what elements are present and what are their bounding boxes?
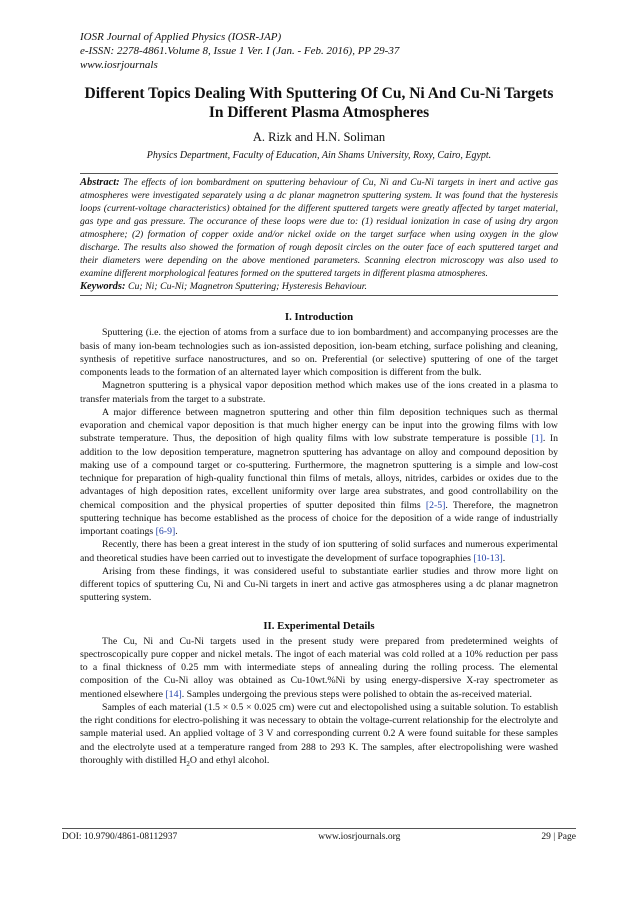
abstract-block [80,173,558,296]
citation-link[interactable]: [14] [165,688,182,700]
keywords-text: Cu; Ni; Cu-Ni; Magnetron Sputtering; Hysteresis Behaviour. [127,281,367,293]
intro-paragraph-2: Magnetron sputtering is a physical vapor deposition method which makes use of the ions created in a plasma to transfer materials from the target to a substrate. [80,380,558,405]
intro-p4-text-a: Recently, there has been a great interest in the study of ion sputtering of solid surfaces and numerous experimental and theoretical studies have been carried out to investigate the development of surface topographies [80,539,558,564]
citation-link[interactable]: [6-9] [155,526,176,538]
intro-paragraph-4 [80,538,558,565]
footer-site: www.iosrjournals.org [318,832,401,842]
intro-p3-text-d: . [175,526,178,538]
citation-link[interactable]: [1] [531,433,543,445]
section-experimental-heading: II. Experimental Details [263,619,375,632]
paper-title: Different Topics Dealing With Sputtering Of Cu, Ni And Cu-Ni Targets In Different Plasma Atmospheres [84,85,554,121]
citation-link[interactable]: [2-5] [425,499,446,511]
experimental-paragraph-1 [80,635,558,701]
abstract-text: The effects of ion bombardment on sputtering behaviour of Cu, Ni and Cu-Ni targets in inert and active gas atmospheres were investigated separately using a dc planar magnetron sputtering system. It was found that the hysteresis loops (current-voltage characteristics) obtained for the different sputtered targets were greatly affected by target material, gas type and gas pressure. The occurance of these loops were due to: (1) residual ionization in case of using dry argon atmosphere; (2) formation of copper oxide and/or nickel oxide on the target surface when using oxygen in the glow discharge. The results also showed the formation of rough deposit circles on the outer face of each sputtered target and their diameters were depending on the above mentioned parameters. Scanning electron microscopy was also used to examine different morphological features formed on the sputtered targets in different plasma atmospheres. [80,177,559,280]
intro-paragraph-3 [80,406,558,539]
journal-header [80,30,558,72]
issn-line: e-ISSN: 2278-4861.Volume 8, Issue 1 Ver. I (Jan. - Feb. 2016), PP 29-37 [80,45,400,57]
intro-p3-text-c: . Therefore, the magnetron sputtering technique has become established as the process of choice for the deposition of a wide range of industrially important coatings [80,499,558,538]
abstract-label: Abstract: [80,177,120,188]
exp-p1-text-a: The Cu, Ni and Cu-Ni targets used in the present study were prepared from predetermined weights of spectroscopically pure copper and nickel metals. The ingot of each material was cold rolled at a 10% reduction per pass to a final thickness of 0.25 mm with intermediate steps of annealing during the rolling process. The elemental composition of the Cu-Ni alloy was obtained as Cu-10wt.%Ni by using energy-dispersive X-ray spectrometer as mentioned elsewhere [80,635,558,700]
journal-website: www.iosrjournals [80,59,158,71]
keywords-label: Keywords: [80,281,126,293]
subscript: 2 [186,759,190,768]
paper-affiliation: Physics Department, Faculty of Education, Ain Shams University, Roxy, Cairo, Egypt. [146,150,492,161]
abstract [80,176,558,280]
intro-p4-text-b: . [502,552,506,564]
experimental-paragraph-2 [80,701,558,767]
keywords [80,280,558,293]
intro-p3-text-a: A major difference between magnetron sputtering and other thin film deposition techniques such as thermal evaporation and chemical vapor deposition is that much higher energy can be input into the growing films with low substrate temperature. Thus, the deposition of high quality films with low substrate temperature is possible [80,406,558,445]
exp-p2-text-a: Samples of each material (1.5 × 0.5 × 0.025 cm) were cut and electopolished using a suitable solution. To establish the right conditions for electro-polishing it was necessary to obtain the voltage-current relationship for the electrolyte and sample material used. An applied voltage of 3 V and corresponding current 0.2 A were found suitable for these samples and the electrolyte used at a temperature ranged from 288 to 293 K. The samples, after electropolishing were washed thoroughly with distilled H [80,701,558,766]
intro-paragraph-5: Arising from these findings, it was considered useful to substantiate earlier studies and throw more light on different topics of sputtering Cu, Ni and Cu-Ni targets in inert and active gas atmospheres using a dc planar magnetron sputtering system. [80,565,558,604]
exp-p2-text-b: O and ethyl alcohol. [189,754,270,766]
page-footer [62,828,576,842]
exp-p1-text-b: . Samples undergoing the previous steps were polished to obtain the as-received material. [181,688,532,700]
journal-name: IOSR Journal of Applied Physics (IOSR-JAP) [80,31,282,43]
section-introduction-heading: I. Introduction [284,311,354,324]
intro-paragraph-1: Sputtering (i.e. the ejection of atoms from a surface due to ion bombardment) and accompanying processes are the basis of many ion-beam technologies such as ion-assisted deposition, ion-beam etching, surface polishing and cleaning, synthesis of repetitive surface nanostructures, and so on. Preferential (or selective) sputtering of one of the target components leads to the formation of an alternated layer which composition is different from the bulk. [80,327,558,379]
citation-link[interactable]: [10-13] [473,552,503,564]
intro-p3-text-b: . In addition to the low deposition temperature, magnetron sputtering has advantage on alloy and compound deposition by making use of a compound target or co-sputtering. Furthermore, the magnetron sputtering is a simple and low-cost technique for preparation of high-quality functional thin films of metals, alloys, nitrides, carbides or oxides due to the advantages of high deposition rates, excellent uniformity over large area substrates, and good controllability on the chemical composition and the physical properties of sputter deposited thin films [80,433,558,511]
paper-authors: A. Rizk and H.N. Soliman [252,130,386,144]
footer-doi: DOI: 10.9790/4861-08112937 [62,832,178,842]
footer-page-number: 29 | Page [541,832,576,842]
